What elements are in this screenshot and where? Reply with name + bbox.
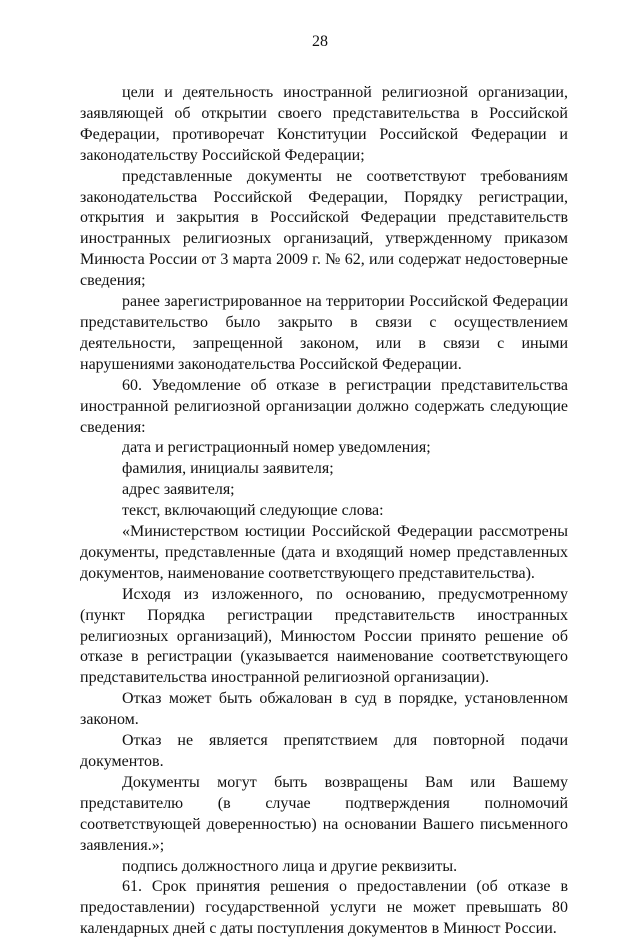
- paragraph-clause-60: 60. Уведомление об отказе в регистрации представительства иностранной религиозной организации должно содержать следующие сведения:: [80, 376, 568, 436]
- paragraph-goals-contradict-constitution: цели и деятельность иностранной религиозной организации, заявляющей об открытии своего представительства в Российской Федерации, противоречат Конституции Российской Федерации и законодательству Российской Федерации;: [80, 84, 568, 164]
- quote-appeal: Отказ может быть обжалован в суд в порядке, установленном законом.: [80, 690, 568, 729]
- quote-documents-returned: Документы могут быть возвращены Вам или Вашему представителю (в случае подтверждения полномочий соответствующей доверенностью) на основании Вашего письменного заявления.»;: [80, 773, 568, 854]
- document-body: [80, 83, 568, 940]
- paragraph-clause-61: 61. Срок принятия решения о предоставлении (об отказе в предоставлении) государственной услуги не может превышать 80 календарных дней с даты поступления документов в Минюст России.: [80, 878, 568, 938]
- list-item-date-number: дата и регистрационный номер уведомления;: [122, 439, 431, 457]
- list-item-signature: подпись должностного лица и другие реквизиты.: [122, 857, 458, 875]
- page-number: 28: [312, 33, 328, 50]
- list-item-text-words: текст, включающий следующие слова:: [122, 502, 384, 520]
- quote-decision-refusal: Исходя из изложенного, по основанию, предусмотренному (пункт Порядка регистрации представительств иностранных религиозных организаций), Минюстом России принято решение об отказе в регистрации (указывается наименование соответствующего представительства иностранной религиозной организации).: [80, 585, 568, 687]
- list-item-applicant-name: фамилия, инициалы заявителя;: [122, 460, 334, 478]
- paragraph-previously-closed: ранее зарегистрированное на территории Российской Федерации представительство было закрыто в связи с осуществлением деятельности, запрещенной законом, или в связи с иными нарушениями законодательства Российской Федерации.: [80, 293, 568, 373]
- paragraph-documents-noncompliant: представленные документы не соответствуют требованиям законодательства Российской Федерации, Порядку регистрации, открытия и закрытия в Российской Федерации представительств иностранных религиозных организаций, утвержденному приказом Минюста России от 3 марта 2009 г. № 62, или содержат недостоверные сведения;: [80, 167, 568, 290]
- quote-not-obstacle: Отказ не является препятствием для повторной подачи документов.: [80, 732, 568, 770]
- list-item-applicant-address: адрес заявителя;: [122, 481, 235, 499]
- quote-ministry-reviewed: «Министерством юстиции Российской Федерации рассмотрены документы, представленные (дата и входящий номер представленных документов, наименование соответствующего представительства).: [80, 523, 568, 582]
